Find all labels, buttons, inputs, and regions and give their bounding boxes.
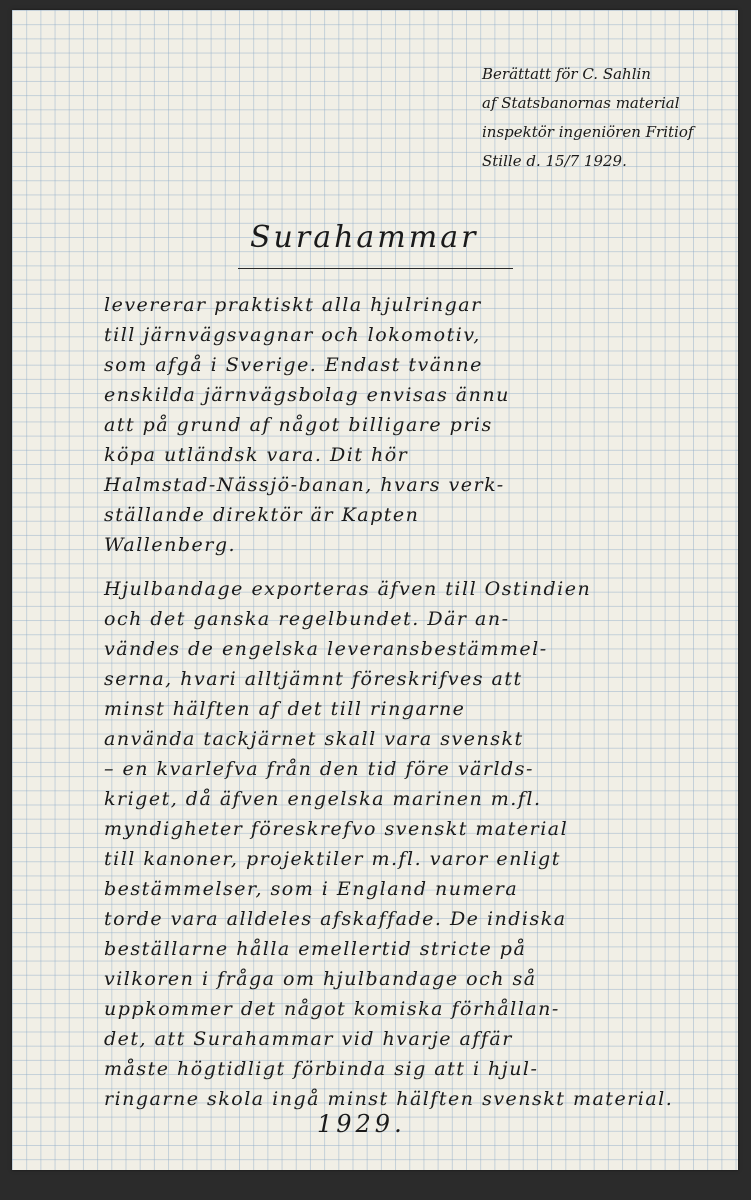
text-line: bestämmelser, som i England numera (104, 878, 519, 900)
text-line: det, att Surahammar vid hvarje affär (104, 1028, 513, 1050)
text-line: använda tackjärnet skall vara svenskt (104, 728, 524, 750)
text-line: serna, hvari alltjämnt föreskrifves att (104, 668, 523, 690)
text-line: Hjulbandage exporteras äfven till Ostindien (104, 578, 592, 600)
text-line: till järnvägsvagnar och lokomotiv, (104, 324, 481, 346)
text-line: minst hälften af det till ringarne (104, 698, 466, 720)
text-line: måste högtidligt förbinda sig att i hjul- (104, 1058, 539, 1080)
paragraph-2 (104, 574, 734, 1114)
text-line: Halmstad-Nässjö-banan, hvars verk- (104, 474, 505, 496)
text-line: Wallenberg. (104, 534, 237, 556)
manuscript-page (12, 10, 738, 1170)
attribution-line: Stille d. 15/7 1929. (482, 152, 627, 170)
text-line: vilkoren i fråga om hjulbandage och så (104, 968, 537, 990)
text-line: myndigheter föreskrefvo svenskt material (104, 818, 569, 840)
text-line: till kanoner, projektiler m.fl. varor enligt (104, 848, 561, 870)
attribution-line: inspektör ingeniören Fritiof (482, 123, 694, 141)
text-line: levererar praktiskt alla hjulringar (104, 294, 482, 316)
year-note: 1929. (317, 1110, 406, 1138)
text-line: ställande direktör är Kapten (104, 504, 420, 526)
text-line: köpa utländsk vara. Dit hör (104, 444, 409, 466)
text-line: enskilda järnvägsbolag envisas ännu (104, 384, 510, 406)
text-line: beställarne hålla emellertid stricte på (104, 938, 527, 960)
text-line: kriget, då äfven engelska marinen m.fl. (104, 788, 542, 810)
page-title: Surahammar (250, 220, 479, 255)
text-line: som afgå i Sverige. Endast tvänne (104, 354, 483, 376)
text-line: att på grund af något billigare pris (104, 414, 493, 436)
attribution-line: af Statsbanornas material (482, 94, 680, 112)
title-underline (238, 268, 513, 269)
text-line: torde vara alldeles afskaffade. De indiska (104, 908, 567, 930)
text-line: ringarne skola ingå minst hälften svenskt material. (104, 1088, 674, 1110)
paragraph-1 (104, 290, 734, 560)
text-line: och det ganska regelbundet. Där an- (104, 608, 510, 630)
attribution-note (482, 60, 732, 176)
text-line: vändes de engelska leveransbestämmel- (104, 638, 548, 660)
attribution-line: Berättatt för C. Sahlin (482, 65, 651, 83)
text-line: uppkommer det något komiska förhållan- (104, 998, 560, 1020)
text-line: – en kvarlefva från den tid före världs- (104, 758, 534, 780)
